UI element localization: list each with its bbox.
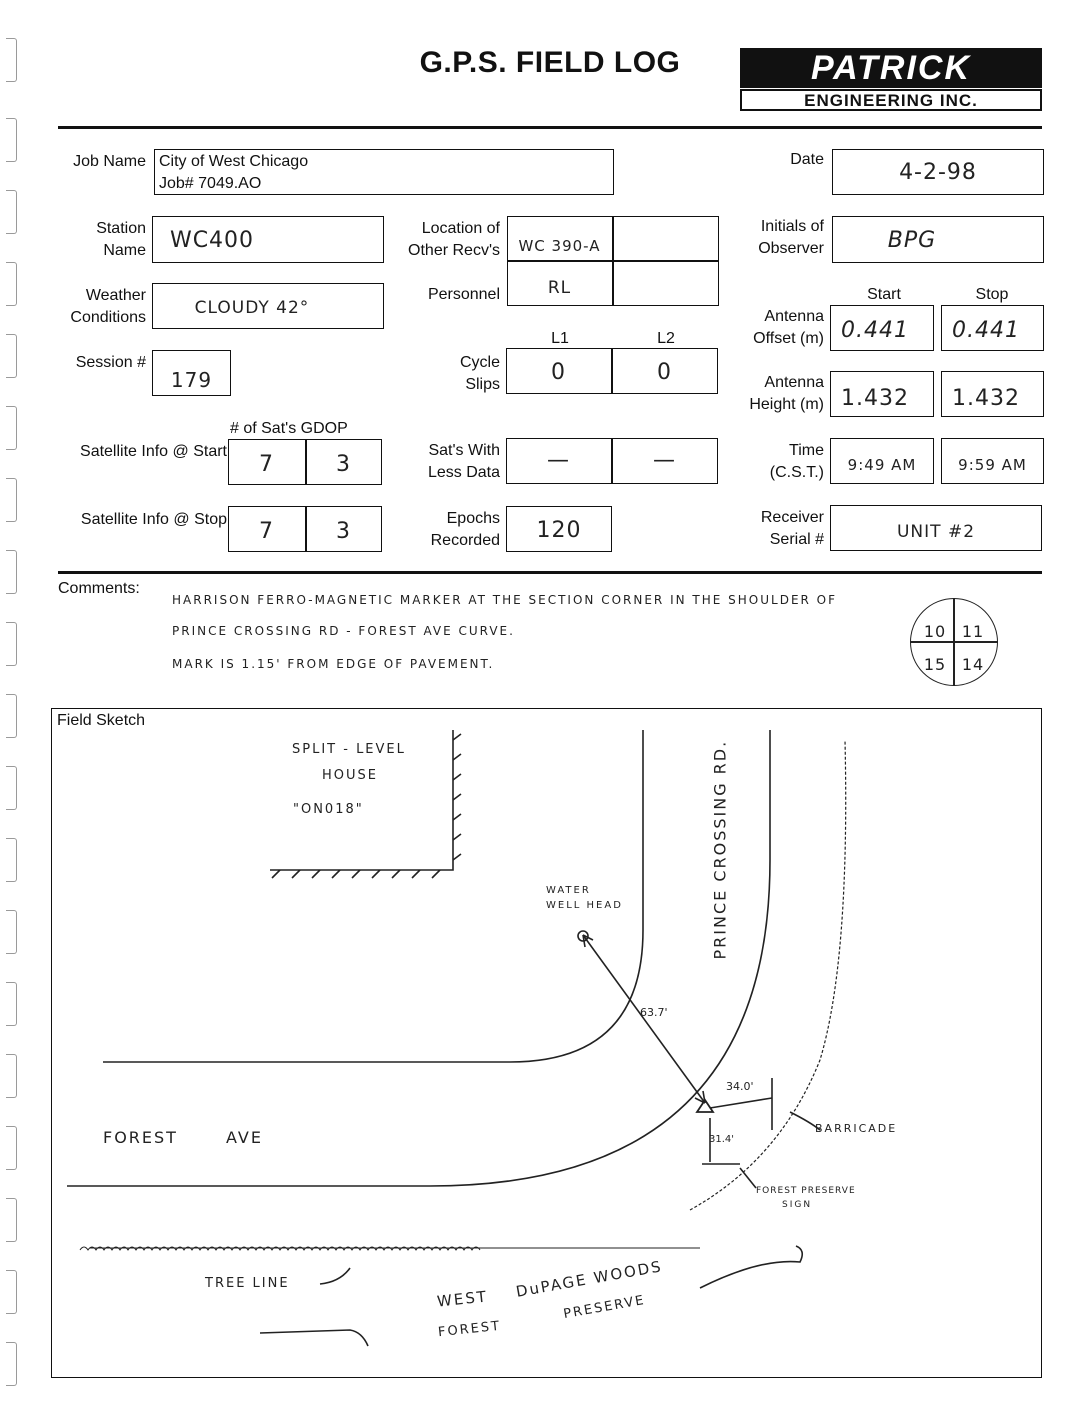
epochs-label-1: Epochs — [446, 510, 500, 527]
initials-value: BPG — [887, 228, 937, 253]
house-label-2: HOUSE — [322, 768, 378, 783]
well-label-2: WELL HEAD — [546, 900, 623, 911]
forest-ave-label-2: AVE — [226, 1128, 263, 1147]
weather-label-2: Conditions — [70, 309, 146, 326]
cycle-slips-label-2: Slips — [465, 376, 500, 393]
house-hatching — [272, 870, 440, 878]
l1-label: L1 — [551, 330, 569, 347]
well-distance-label: 63.7' — [640, 1006, 668, 1019]
time-stop-value: 9:59 AM — [958, 456, 1027, 474]
prince-crossing-road-label: PRINCE CROSSING RD. — [710, 739, 730, 960]
sketch-stroke — [700, 1246, 802, 1288]
field-sketch-label: Field Sketch — [57, 712, 146, 729]
initials-label-1: Initials of — [760, 218, 824, 235]
house-label-1: SPLIT - LEVEL — [292, 742, 406, 757]
weather-label-1: Weather — [85, 287, 146, 304]
antenna-offset-start-value: 0.441 — [841, 318, 909, 343]
session-label: Session # — [75, 354, 146, 371]
barricade-label: BARRICADE — [815, 1122, 898, 1135]
well-distance-line — [583, 935, 705, 1103]
house-label-3: "ON018" — [293, 802, 364, 817]
time-label-1: Time — [789, 442, 824, 459]
personnel-value[interactable]: RL — [547, 278, 572, 298]
sign-distance-label: 31.4' — [709, 1134, 735, 1145]
l2-label: L2 — [657, 330, 675, 347]
tree-line-label: TREE LINE — [205, 1276, 290, 1291]
page-title: G.P.S. FIELD LOG — [419, 46, 681, 79]
section-number: 14 — [961, 655, 985, 674]
barricade-distance-label: 34.0' — [726, 1080, 754, 1093]
receiver-label-1: Receiver — [760, 509, 824, 526]
antenna-height-start-value: 1.432 — [841, 386, 909, 411]
sign-label-1: FOREST PRESERVE — [756, 1186, 856, 1196]
sat-stop-count-value[interactable]: 7 — [259, 519, 274, 544]
sign-label-2: SIGN — [782, 1200, 813, 1210]
section-number: 15 — [923, 655, 947, 674]
antenna-height-stop-value: 1.432 — [952, 386, 1020, 411]
antenna-offset-stop-value: 0.441 — [952, 318, 1020, 343]
sketch-stroke — [260, 1330, 368, 1346]
comments-label: Comments: — [58, 580, 140, 597]
job-name-label: Job Name — [73, 153, 146, 170]
antenna-height-label-2: Height (m) — [749, 396, 824, 413]
initials-label-2: Observer — [758, 240, 824, 257]
sign-leader — [740, 1168, 756, 1188]
location-value-a[interactable]: WC 390-A — [518, 237, 601, 255]
station-label-2: Name — [103, 242, 146, 259]
date-value: 4-2-98 — [899, 160, 977, 185]
sats-less-l2-value[interactable]: — — [653, 448, 676, 473]
company-logo-subtitle: ENGINEERING INC. — [740, 89, 1042, 111]
job-name-line-1: City of West Chicago — [159, 153, 309, 170]
location-label-2: Other Recv's — [408, 242, 500, 259]
woods-label-west: WEST — [436, 1287, 489, 1311]
antenna-offset-label-1: Antenna — [764, 308, 824, 325]
start-column-label: Start — [867, 286, 901, 303]
tree-line-leader — [320, 1268, 350, 1284]
forest-ave-south-edge — [67, 730, 770, 1186]
time-start-value: 9:49 AM — [847, 456, 917, 474]
comment-line-3: MARK IS 1.15' FROM EDGE OF PAVEMENT. — [172, 657, 495, 671]
weather-value: CLOUDY 42° — [194, 298, 310, 318]
comment-line-2: PRINCE CROSSING RD - FOREST AVE CURVE. — [172, 624, 515, 638]
woods-label-forest: FOREST — [437, 1318, 502, 1341]
sat-stop-label: Satellite Info @ Stop — [80, 511, 227, 528]
forest-ave-label-1: FOREST — [103, 1128, 178, 1147]
sat-stop-gdop-value[interactable]: 3 — [336, 519, 351, 544]
sats-less-label-1: Sat's With — [428, 442, 500, 459]
job-name-line-2: Job# 7049.AO — [159, 175, 262, 192]
receiver-label-2: Serial # — [769, 531, 824, 548]
sat-start-label: Satellite Info @ Start — [80, 443, 227, 460]
well-label-1: WATER — [546, 885, 591, 896]
time-label-2: (C.S.T.) — [769, 464, 824, 481]
stop-column-label: Stop — [975, 286, 1009, 303]
sats-less-label-2: Less Data — [427, 464, 500, 481]
sat-start-gdop-value[interactable]: 3 — [336, 452, 351, 477]
cycle-slips-l2-value[interactable]: 0 — [657, 360, 672, 385]
section-number: 10 — [923, 622, 947, 641]
sats-less-l1-value[interactable]: — — [547, 448, 570, 473]
house-hatching — [453, 734, 461, 860]
sats-gdop-header: # of Sat's GDOP — [230, 420, 348, 437]
antenna-offset-label-2: Offset (m) — [753, 330, 824, 347]
sat-start-count-value[interactable]: 7 — [259, 452, 274, 477]
location-label-1: Location of — [421, 220, 500, 237]
comment-line-1: HARRISON FERRO-MAGNETIC MARKER AT THE SECTION CORNER IN THE SHOULDER OF — [172, 593, 838, 607]
epochs-label-2: Recorded — [430, 532, 500, 549]
epochs-value: 120 — [536, 518, 582, 543]
company-logo: PATRICK — [740, 48, 1042, 88]
woods-label-preserve: PRESERVE — [562, 1292, 647, 1323]
personnel-label: Personnel — [427, 286, 500, 303]
section-number: 11 — [961, 622, 985, 641]
receiver-value: UNIT #2 — [896, 522, 976, 542]
cycle-slips-l1-value[interactable]: 0 — [551, 360, 566, 385]
station-name-value: WC400 — [169, 228, 255, 253]
woods-label-dupage: DuPAGE WOODS — [514, 1257, 664, 1301]
barricade-distance-line — [710, 1098, 772, 1108]
session-value: 179 — [170, 368, 213, 392]
date-label: Date — [790, 151, 824, 168]
antenna-height-label-1: Antenna — [764, 374, 824, 391]
cycle-slips-label-1: Cycle — [459, 354, 500, 371]
station-label-1: Station — [96, 220, 146, 237]
